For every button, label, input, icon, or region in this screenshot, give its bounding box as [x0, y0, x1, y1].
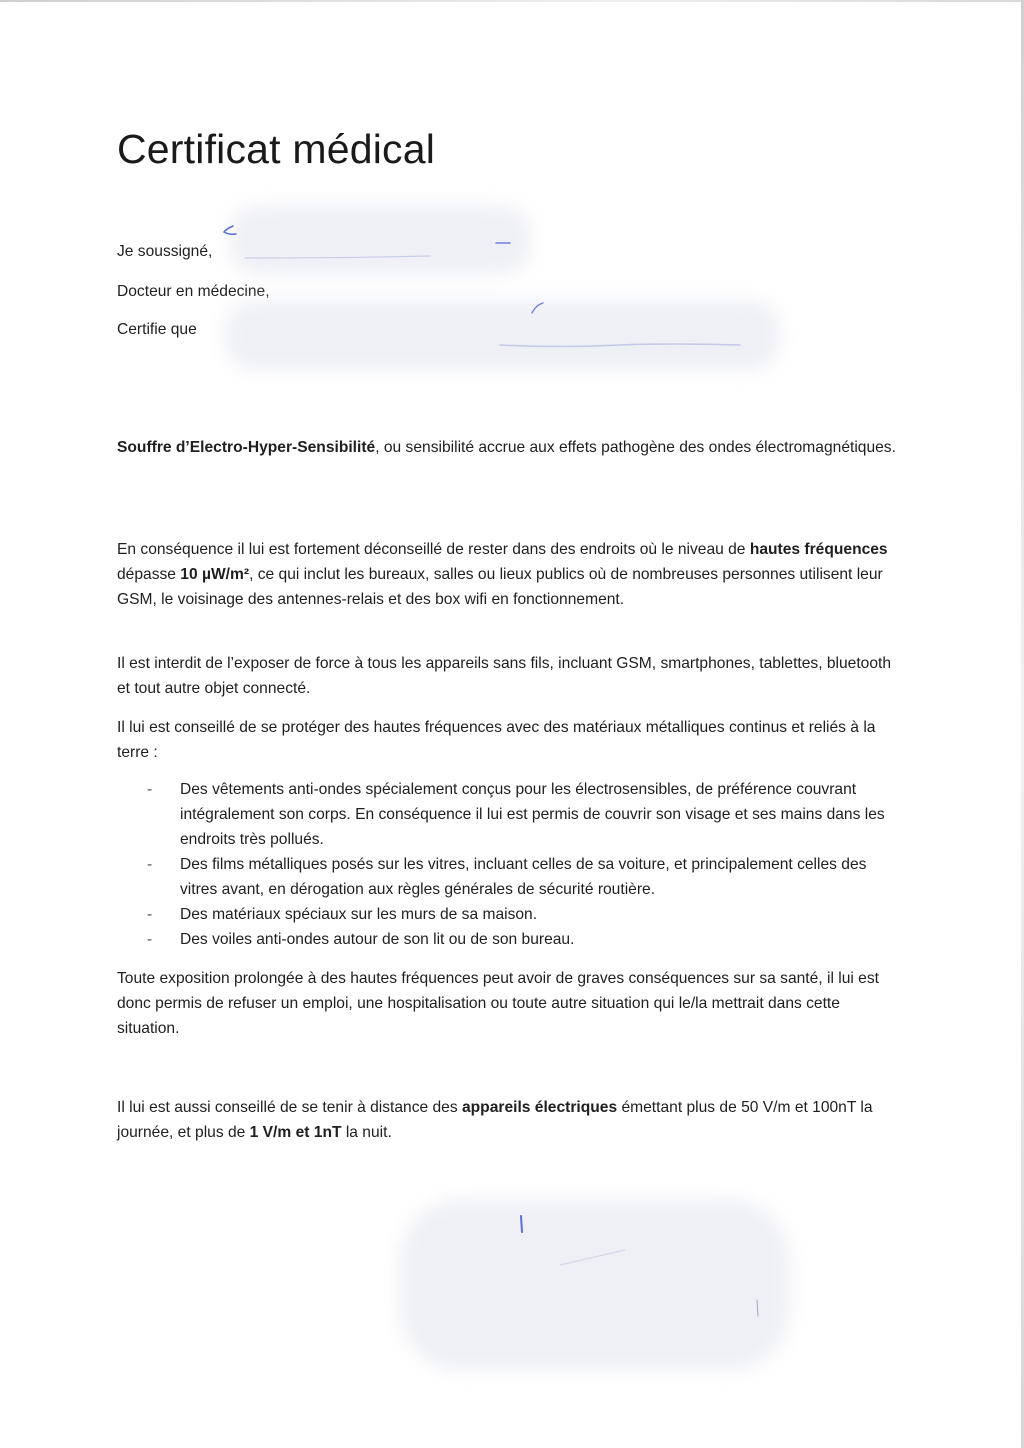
- electric-bold-night: 1 V/m et 1nT: [249, 1124, 342, 1141]
- ink-strokes: [224, 226, 758, 1316]
- document-title: Certificat médical: [117, 126, 436, 172]
- consequence-bold-limit: 10 µW/m²: [180, 566, 250, 583]
- list-item: [117, 902, 907, 927]
- electric-text-2: émettant plus de 50 V/m et 100nT la journée, et plus de: [117, 1099, 873, 1141]
- list-item: [117, 777, 907, 852]
- advice-intro-paragraph: Il lui est conseillé de se protéger des hautes fréquences avec des matériaux métalliques continus et reliés à la terre :: [117, 719, 876, 761]
- electric-text-1: Il lui est aussi conseillé de se tenir à distance des: [117, 1099, 462, 1116]
- undersigned-line: Je soussigné,: [117, 243, 213, 260]
- consequence-text-1: En conséquence il lui est fortement déconseillé de rester dans des endroits où le niveau de: [117, 541, 750, 558]
- dash-bullet: -: [147, 906, 153, 923]
- list-item: [117, 852, 907, 902]
- advice-list: [117, 777, 907, 952]
- certify-line: Certifie que: [117, 321, 197, 338]
- consequence-text-2: dépasse: [117, 566, 181, 583]
- scan-edge-top: [0, 0, 1024, 2]
- electric-devices-paragraph: [117, 1095, 897, 1145]
- redacted-signature-area: [400, 1200, 790, 1370]
- doctor-line: Docteur en médecine,: [117, 283, 270, 300]
- diagnosis-bold: Souffre d’Electro-Hyper-Sensibilité: [117, 439, 376, 456]
- redacted-patient-area: [225, 300, 780, 370]
- consequence-bold-hf: hautes fréquences: [749, 541, 888, 558]
- diagnosis-rest: , ou sensibilité accrue aux effets pathogène des ondes électromagnétiques.: [375, 439, 896, 456]
- advice-item-text: Des vêtements anti-ondes spécialement conçus pour les électrosensibles, de préférence couvrant intégralement son corps. En conséquence il lui est permis de couvrir son visage et ses mains dans les endroits très pollués.: [180, 781, 885, 848]
- consequence-paragraph: [117, 537, 897, 612]
- consequence-text-3: , ce qui inclut les bureaux, salles ou lieux publics où de nombreuses personnes utilisent leur GSM, le voisinage des antennes-relais et des box wifi en fonctionnement.: [117, 566, 883, 608]
- electric-bold-devices: appareils électriques: [461, 1099, 618, 1116]
- advice-item-text: Des matériaux spéciaux sur les murs de sa maison.: [180, 906, 538, 923]
- list-item: [117, 927, 907, 952]
- advice-item-text: Des voiles anti-ondes autour de son lit ou de son bureau.: [180, 931, 575, 948]
- redacted-name-area: [230, 205, 530, 275]
- advice-item-text: Des films métalliques posés sur les vitres, incluant celles de sa voiture, et principalement celles des vitres avant, en dérogation aux règles générales de sécurité routière.: [180, 856, 867, 898]
- electric-text-3: la nuit.: [341, 1124, 392, 1141]
- exposure-warning-paragraph: Toute exposition prolongée à des hautes fréquences peut avoir de graves conséquences sur sa santé, il lui est donc permis de refuser un emploi, une hospitalisation ou toute autre situation qui le/la mettrait dans cette situation.: [117, 970, 879, 1037]
- dash-bullet: -: [147, 931, 153, 948]
- diagnosis-paragraph: [117, 435, 897, 460]
- dash-bullet: -: [147, 856, 153, 873]
- dash-bullet: -: [147, 781, 153, 798]
- prohibition-paragraph: Il est interdit de l’exposer de force à tous les appareils sans fils, incluant GSM, smartphones, tablettes, bluetooth et tout autre objet connecté.: [117, 655, 892, 697]
